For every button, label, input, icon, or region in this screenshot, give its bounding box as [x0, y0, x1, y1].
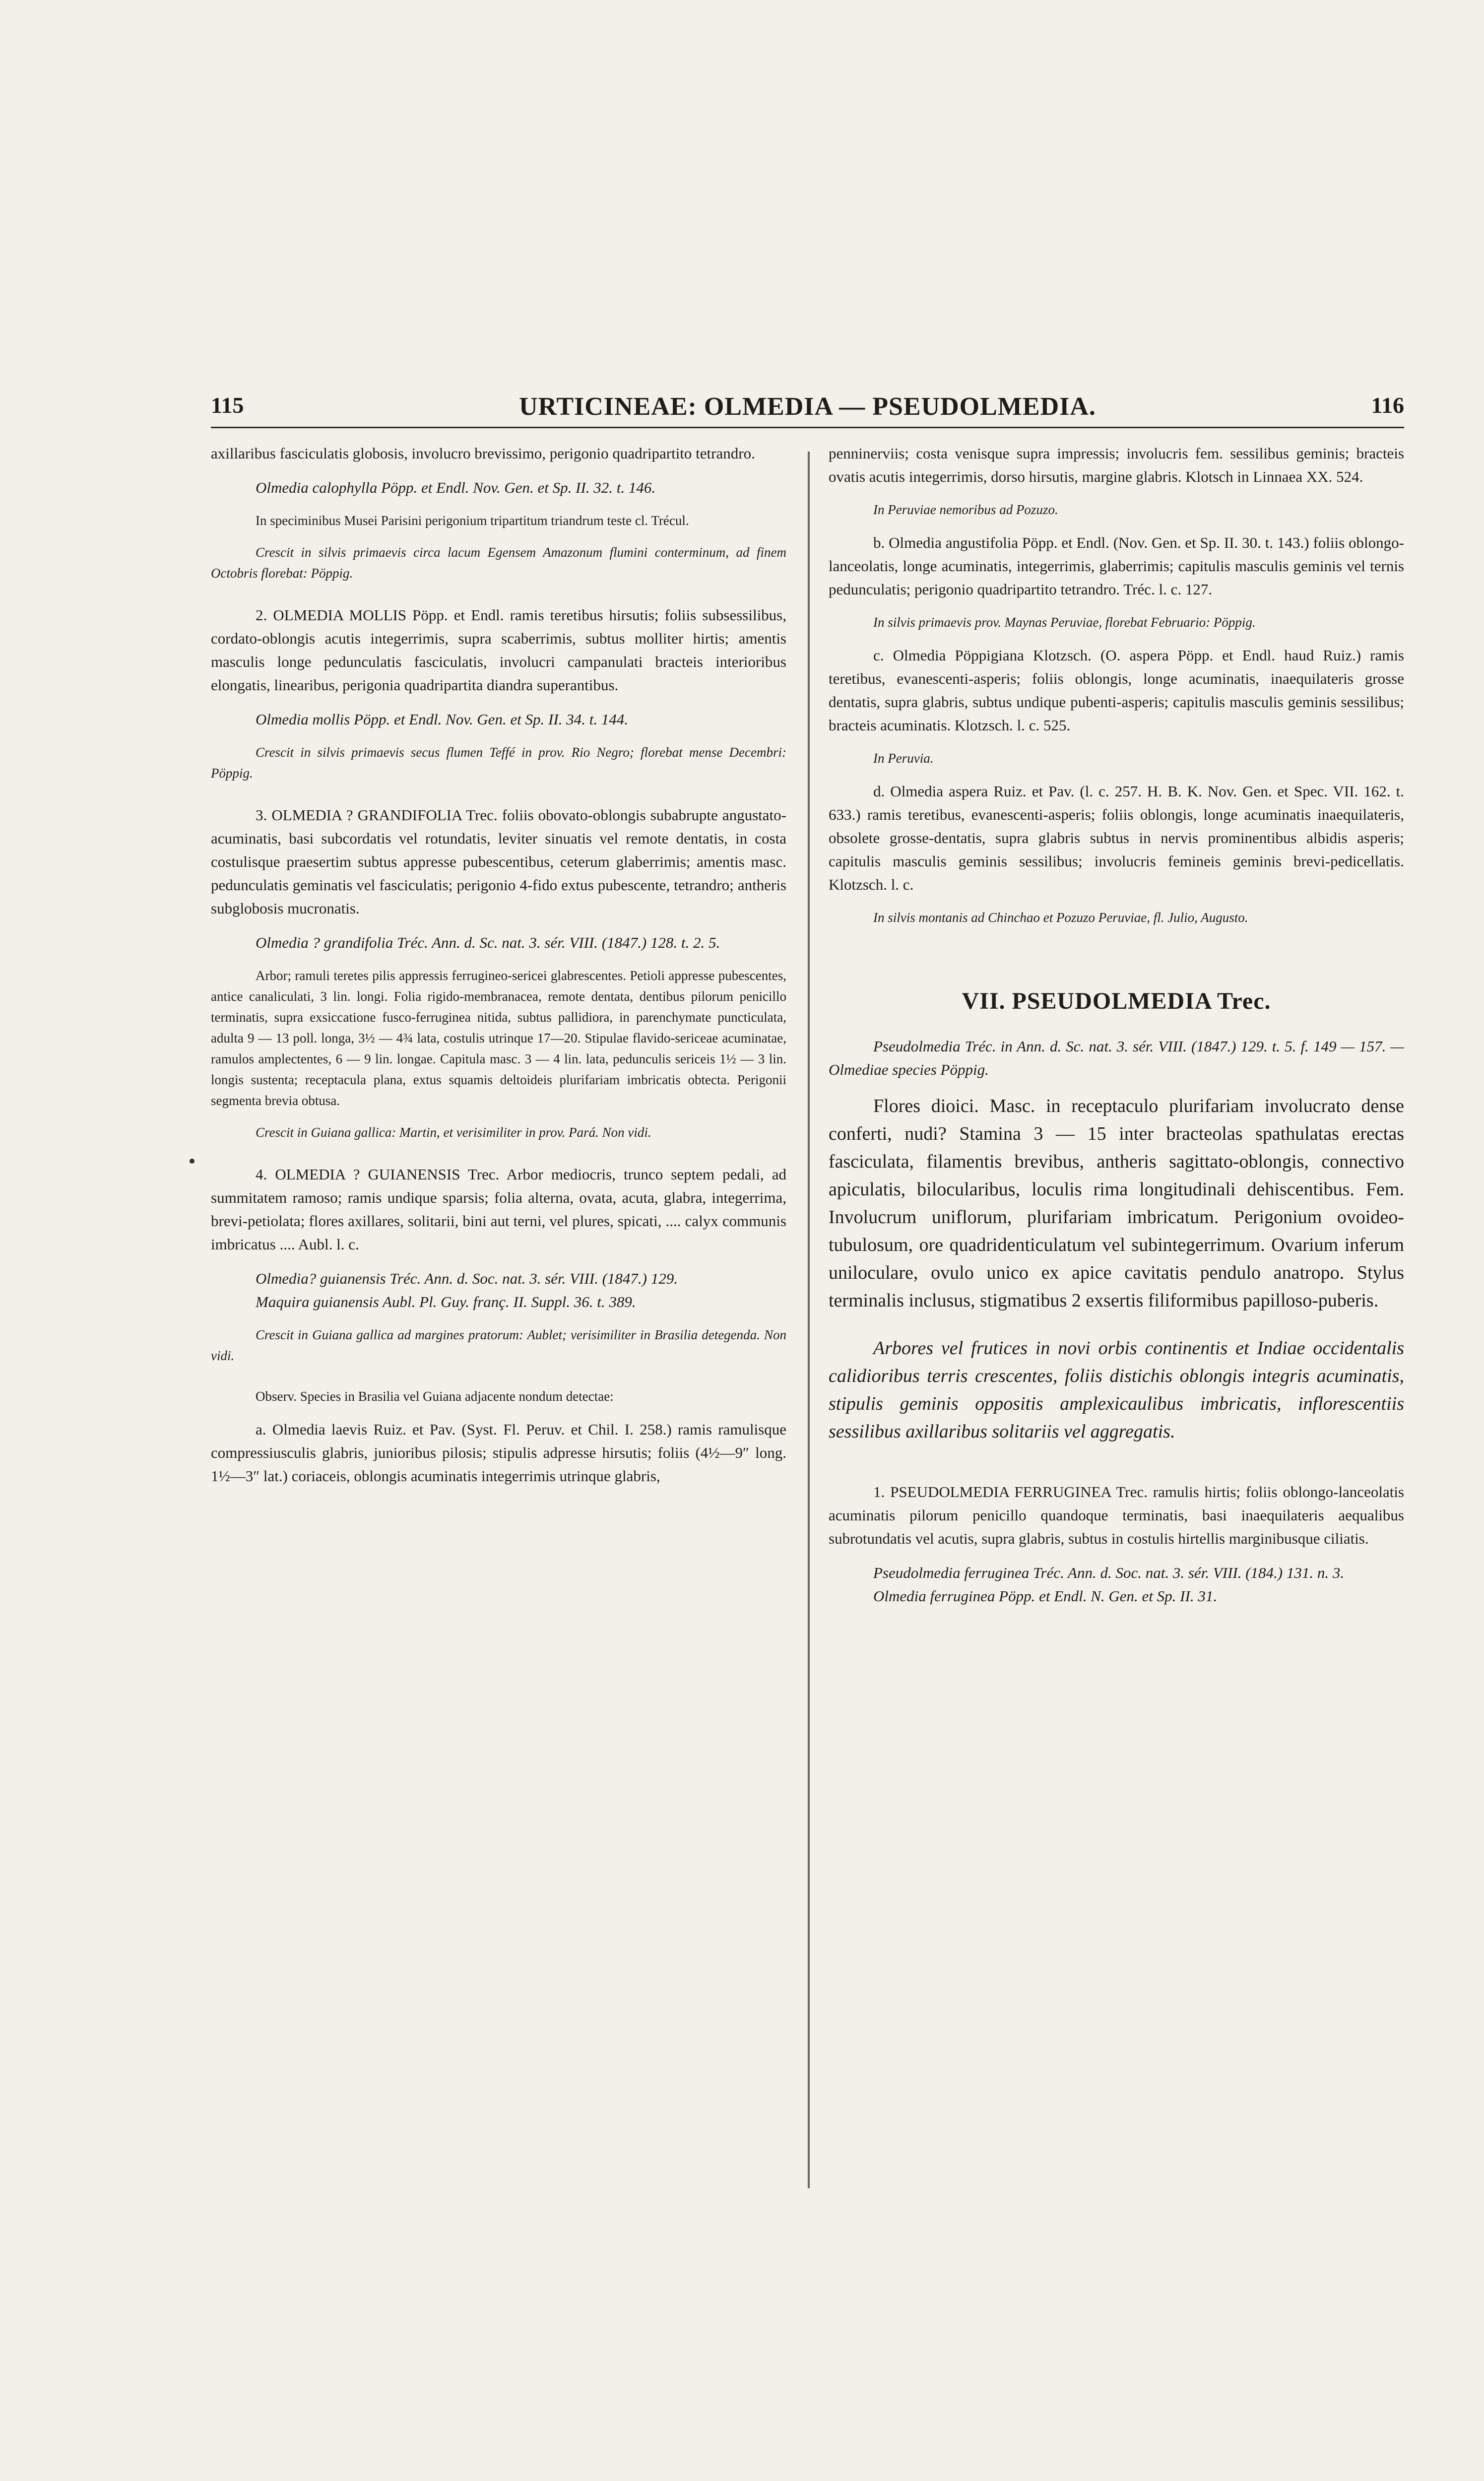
page-number-left: 115	[211, 392, 244, 418]
habitat-note: Crescit in silvis primaevis circa lacum Egensem Amazonum flumini conterminum, ad finem Octobris florebat: Pöppig.	[211, 545, 786, 581]
habitat-note: In silvis montanis ad Chinchao et Pozuzo Peruviae, fl. Julio, Augusto.	[873, 910, 1248, 925]
species-description: 1. PSEUDOLMEDIA FERRUGINEA Trec. ramulis hirtis; foliis oblongo-lanceolatis acuminatis pilorum penicillo quandoque terminatis, basi inaequilateris aequalibus subrotundatis vel acutis, supra glabris, subtus in costulis hirtellis marginibusque ciliatis.	[829, 1483, 1404, 1547]
habitat-note: Crescit in Guiana gallica: Martin, et verisimiliter in prov. Pará. Non vidi.	[256, 1125, 651, 1140]
running-title: URTICINEAE: OLMEDIA — PSEUDOLMEDIA.	[519, 392, 1096, 421]
genus-heading: VII. PSEUDOLMEDIA Trec.	[962, 988, 1271, 1014]
species-description: c. Olmedia Pöppigiana Klotzsch. (O. aspera Pöpp. et Endl. haud Ruiz.) ramis teretibus, evanescenti-asperis; foliis oblongis, longe acuminatis, inaequilateris grosse dentatis, supra glabris, subtus undique pubenti-asperis; capitulis masculis geminis sessilibus; bracteis acuminatis. Klotzsch. l. c. 525.	[829, 647, 1404, 734]
species-description: a. Olmedia laevis Ruiz. et Pav. (Syst. Fl. Peruv. et Chil. I. 258.) ramis ramulisque compressiusculis glabris, junioribus pilosis; stipulis adpresse hirsutis; foliis (4½—9″ long. 1½—3″ lat.) coriaceis, oblongis acuminatis integerrimis utrinque glabris,	[211, 1421, 786, 1485]
genus-habit: Arbores vel frutices in novi orbis continentis et Indiae occidentalis calidioribus terris crescentes, foliis distichis oblongis integris acuminatis, stipulis geminis oppositis amplexicaulibus imbricatis, inflorescentiis sessilibus axillaribus solitariis vel aggregatis.	[829, 1338, 1404, 1442]
column-divider	[808, 452, 810, 2188]
left-column	[211, 442, 786, 1488]
habitat-note: Crescit in silvis primaevis secus flumen Teffé in prov. Rio Negro; florebat mense Decembri: Pöppig.	[211, 745, 786, 781]
species-description: 3. OLMEDIA ? GRANDIFOLIA Trec. foliis obovato-oblongis subabrupte angustato-acuminatis, basi subcordatis vel rotundatis, leviter sinuatis vel remote dentatis, in costa costulisque praesertim subtus appresse pubescentibus, ceterum glaberrimis; amentis masc. pedunculatis geminatis vel fasciculatis; perigonio 4-fido extus pubescente, tetrandro; antheris subglobosis mucronatis.	[211, 806, 786, 917]
genus-citation: Pseudolmedia Tréc. in Ann. d. Sc. nat. 3. sér. VIII. (1847.) 129. t. 5. f. 149 — 157. — Olmediae species Pöppig.	[829, 1038, 1404, 1078]
page-number-right: 116	[1371, 392, 1404, 418]
citation: Olmedia? guianensis Tréc. Ann. d. Soc. nat. 3. sér. VIII. (1847.) 129.	[256, 1270, 678, 1287]
running-header	[211, 392, 1404, 428]
paragraph: penninerviis; costa venisque supra impressis; involucris fem. sessilibus geminis; bracteis ovatis acutis integerrimis, dorso hirsutis, margine glabris. Klotsch in Linnaea XX. 524.	[829, 445, 1404, 485]
species-description: 2. OLMEDIA MOLLIS Pöpp. et Endl. ramis teretibus hirsutis; foliis subsessilibus, cordato-oblongis acutis integerrimis, supra scaberrimis, subtus molliter hirtis; amentis masculis longe pedunculatis fasciculatis, involucri campanulati bracteis interioribus elongatis, linearibus, perigonia quadripartita diandra superantibus.	[211, 606, 786, 694]
observation-note: Observ. Species in Brasilia vel Guiana adjacente nondum detectae:	[256, 1389, 614, 1404]
genus-description: Flores dioici. Masc. in receptaculo plurifariam involucrato dense conferti, nudi? Stamina 3 — 15 inter bracteolas spathulatas erectas fasciculata, filamentis brevibus, antheris sagittato-oblongis, connectivo apiculatis, bilocularibus, loculis rima longitudinali dehiscentibus. Fem. Involucrum uniflorum, plurifariam imbricatum. Perigonium ovoideo-tubulosum, ore quadridenticulatum vel subintegerrimum. Ovarium inferum uniloculare, ovulo unico ex apice cavitatis pendulo anatropo. Stylus terminalis inclusus, stigmatibus 2 exsertis filiformibus papilloso-puberis.	[829, 1096, 1404, 1311]
paragraph: axillaribus fasciculatis globosis, involucro brevissimo, perigonio quadripartito tetrandro.	[211, 445, 755, 462]
citation: Olmedia calophylla Pöpp. et Endl. Nov. Gen. et Sp. II. 32. t. 146.	[256, 479, 656, 496]
citation: Olmedia ferruginea Pöpp. et Endl. N. Gen. et Sp. II. 31.	[873, 1587, 1218, 1605]
habitat-note: In silvis primaevis prov. Maynas Peruviae, florebat Februario: Pöppig.	[873, 615, 1256, 630]
citation: Pseudolmedia ferruginea Tréc. Ann. d. Soc. nat. 3. sér. VIII. (184.) 131. n. 3.	[873, 1564, 1345, 1581]
margin-dot	[190, 1159, 194, 1164]
right-column	[829, 442, 1404, 1608]
citation: Olmedia mollis Pöpp. et Endl. Nov. Gen. et Sp. II. 34. t. 144.	[256, 711, 629, 728]
habitat-note: Crescit in Guiana gallica ad margines pratorum: Aublet; verisimiliter in Brasilia detegenda. Non vidi.	[211, 1327, 786, 1363]
habitat-note: In Peruvia.	[873, 751, 934, 766]
citation: Olmedia ? grandifolia Tréc. Ann. d. Sc. nat. 3. sér. VIII. (1847.) 128. t. 2. 5.	[256, 934, 720, 951]
citation: Maquira guianensis Aubl. Pl. Guy. franç. II. Suppl. 36. t. 389.	[256, 1293, 636, 1310]
detailed-description: Arbor; ramuli teretes pilis appressis ferrugineo-sericei glabrescentes. Petioli appresse pubescentes, antice canaliculati, 3 lin. longi. Folia rigido-membranacea, remote dentata, dentibus pilorum penicillo terminatis, supra exsiccatione fusco-ferruginea nitida, subtus pallidiora, in parenchymate puncticulata, adulta 9 — 13 poll. longa, 3½ — 4¾ lata, costulis utrinque 17—20. Stipulae flavido-sericeae acuminatae, ramulos amplectentes, 6 — 9 lin. longae. Capitula masc. 3 — 4 lin. lata, pedunculis sericeis 1½ — 3 lin. longis sustenta; receptacula plana, extus squamis deltoideis plurifariam imbricatis obtecta. Perigonii segmenta brevia obtusa.	[211, 968, 786, 1108]
species-description: d. Olmedia aspera Ruiz. et Pav. (l. c. 257. H. B. K. Nov. Gen. et Spec. VII. 162. t. 633.) ramis teretibus, evanescenti-asperis; foliis oblongis, longe acuminatis inaequilateris, obsolete grosse-dentatis, supra glabris subtus in nervis prominentibus albidis asperis; capitulis masculis geminis sessilibus; involucris femineis geminis brevi-pedicellatis. Klotzsch. l. c.	[829, 783, 1404, 893]
species-description: b. Olmedia angustifolia Pöpp. et Endl. (Nov. Gen. et Sp. II. 30. t. 143.) foliis oblongo-lanceolatis, longe acuminatis, integerrimis, glaberrimis; capitulis masculis geminis vel ternis pedunculatis; perigonio quadripartito tetrandro. Tréc. l. c. 127.	[829, 534, 1404, 598]
habitat-note: In Peruviae nemoribus ad Pozuzo.	[873, 502, 1058, 517]
species-description: 4. OLMEDIA ? GUIANENSIS Trec. Arbor mediocris, trunco septem pedali, ad summitatem ramoso; ramis undique sparsis; folia alterna, ovata, acuta, glabra, integerrima, brevi-petiolata; flores axillares, solitarii, bini aut terni, vel plures, spicati, .... calyx communis imbricatus .... Aubl. l. c.	[211, 1166, 786, 1253]
note: In speciminibus Musei Parisini perigonium tripartitum triandrum teste cl. Trécul.	[256, 513, 689, 528]
